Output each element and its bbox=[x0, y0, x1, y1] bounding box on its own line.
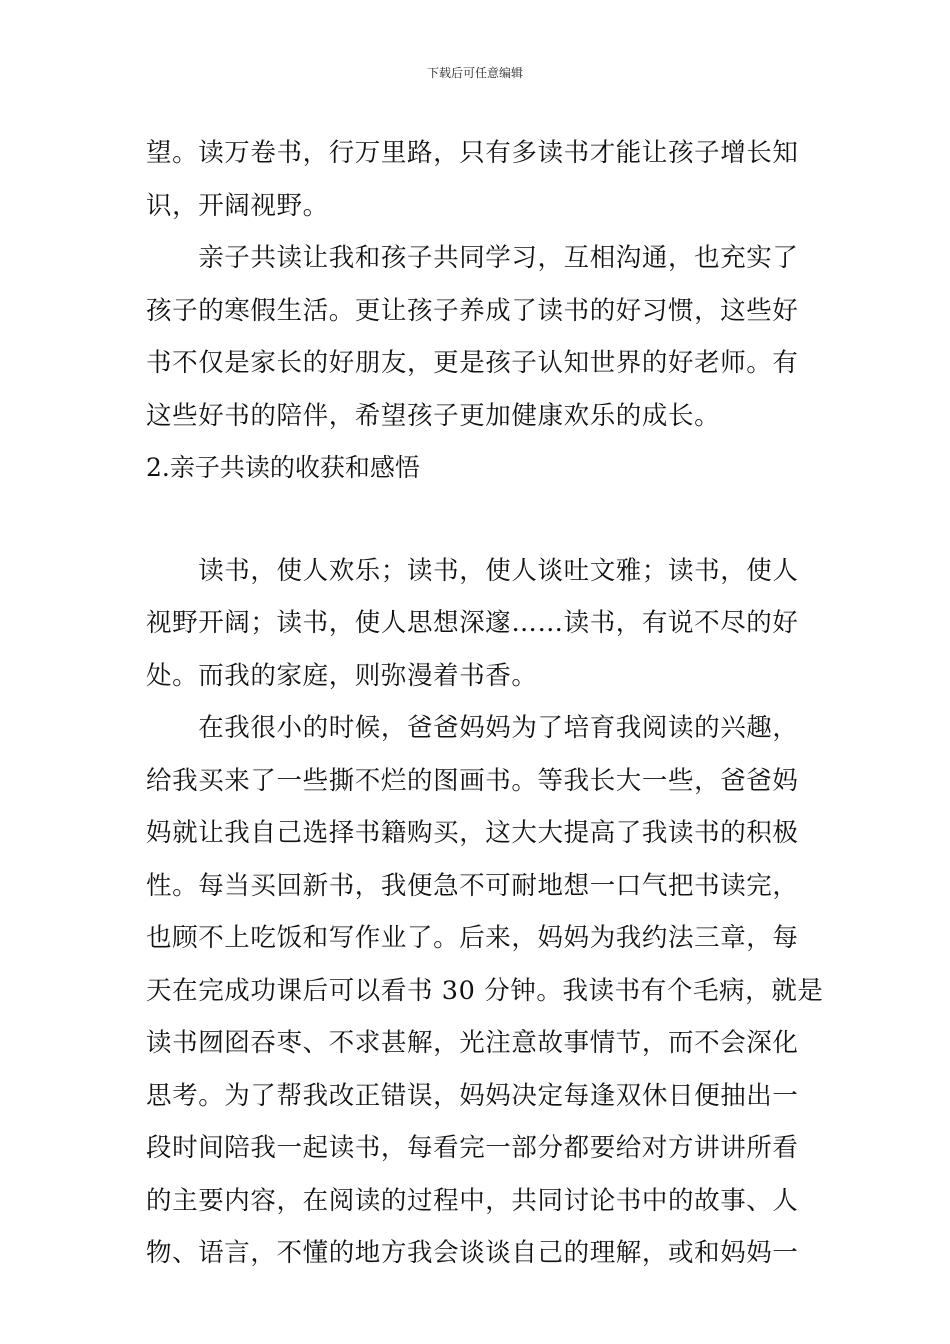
section-gap bbox=[146, 495, 808, 545]
paragraph-line: 段时间陪我一起读书，每看完一部分都要给对方讲讲所看 bbox=[146, 1133, 799, 1163]
paragraph-line: 这些好书的陪伴，希望孩子更加健康欢乐的成长。 bbox=[146, 400, 721, 431]
paragraph-line: 亲子共读让我和孩子共同学习，互相沟通，也充实了 bbox=[146, 243, 799, 273]
paragraph-line: 视野开阔；读书，使人思想深邃……读书，有说不尽的好 bbox=[146, 608, 799, 638]
paragraph-line: 望。读万卷书，行万里路，只有多读书才能让孩子增长知 bbox=[146, 138, 799, 168]
paragraph-line: 的主要内容，在阅读的过程中，共同讨论书中的故事、人 bbox=[146, 1185, 799, 1216]
paragraph-line: 物、语言，不懂的地方我会谈谈自己的理解，或和妈妈一 bbox=[146, 1238, 799, 1268]
document-body bbox=[146, 127, 824, 1280]
paragraph-line: 孩子的寒假生活。更让孩子养成了读书的好习惯，这些好 bbox=[146, 295, 799, 326]
paragraph-line: 识，开阔视野。 bbox=[146, 190, 329, 221]
paragraph-line: 性。每当买回新书，我便急不可耐地想一口气把书读完， bbox=[146, 870, 799, 901]
paragraph-line: 在我很小的时候，爸爸妈妈为了培育我阅读的兴趣， bbox=[146, 713, 799, 743]
page-header: 下载后可任意编辑 bbox=[426, 66, 523, 80]
paragraph-line: 读书囫囵吞枣、不求甚解，光注意故事情节，而不会深化 bbox=[146, 1028, 799, 1058]
section-heading: 2.亲子共读的收获和感悟 bbox=[146, 453, 420, 482]
paragraph-line: 也顾不上吃饭和写作业了。后来，妈妈为我约法三章，每 bbox=[146, 923, 799, 953]
paragraph-line: 给我买来了一些撕不烂的图画书。等我长大一些，爸爸妈 bbox=[146, 765, 799, 796]
paragraph-line: 读书，使人欢乐；读书，使人谈吐文雅；读书，使人 bbox=[146, 555, 799, 586]
paragraph-line: 书不仅是家长的好朋友，更是孩子认知世界的好老师。有 bbox=[146, 348, 799, 378]
paragraph-line: 思考。为了帮我改正错误，妈妈决定每逢双休日便抽出一 bbox=[146, 1080, 799, 1111]
paragraph-line: 处。而我的家庭，则弥漫着书香。 bbox=[146, 660, 538, 691]
paragraph-line: 妈就让我自己选择书籍购买，这大大提高了我读书的积极 bbox=[146, 818, 799, 848]
paragraph-line: 天在完成功课后可以看书 30 分钟。我读书有个毛病，就是 bbox=[146, 975, 824, 1006]
